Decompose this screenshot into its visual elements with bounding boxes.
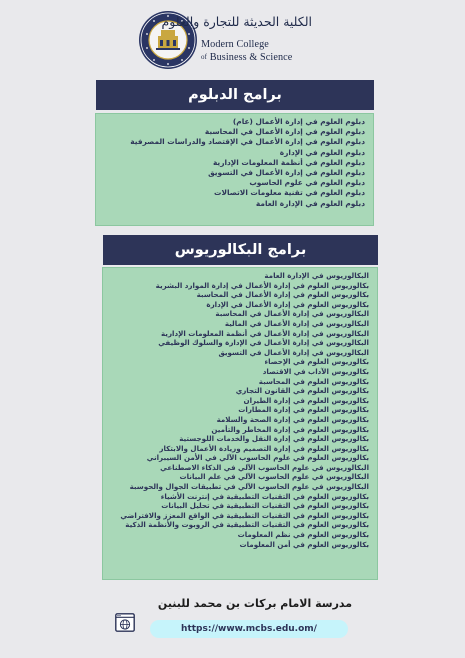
- list-item: بكالوريوس الآداب في الاقتصاد: [262, 366, 369, 376]
- college-header: [138, 10, 318, 70]
- list-item: بكالوريوس العلوم في إدارة الأعمال في المحاسبة: [196, 290, 369, 300]
- website-url-link[interactable]: https://www.mcbs.edu.om/: [150, 620, 348, 638]
- list-item: البكالوريوس في إدارة الأعمال في أنظمة المعلومات الإدارية: [161, 328, 369, 338]
- list-item: البكالوريوس في علوم الحاسوب الآلي في علم البيانات: [179, 472, 369, 482]
- list-item: دبلوم العلوم في تقنية معلومات الاتصالات: [214, 188, 365, 198]
- list-item: دبلوم العلوم في أنظمة المعلومات الإدارية: [212, 157, 365, 167]
- list-item: بكالوريوس العلوم في أمن المعلومات: [239, 539, 369, 549]
- list-item: بكالوريوس العلوم في إدارة الصحة والسلامة: [216, 414, 369, 424]
- college-name-line1: Modern College: [201, 39, 269, 50]
- list-item: البكالوريوس في إدارة الأعمال في التسويق: [218, 347, 369, 357]
- list-item: بكالوريوس العلوم في التقنيات التطبيقية في الواقع المعزز والافتراضي: [120, 510, 369, 520]
- bachelor-programs-title: برامج البكالوريوس: [103, 235, 378, 265]
- college-name-of: of: [201, 53, 208, 61]
- list-item: البكالوريوس في إدارة الأعمال في المالية: [224, 318, 369, 328]
- list-item: بكالوريوس العلوم في علوم الحاسوب الآلي في الأمن السيبراني: [146, 453, 369, 463]
- list-item: البكالوريوس في إدارة الأعمال في الإدارة والسلوك الوظيفي: [158, 338, 369, 348]
- list-item: البكالوريوس في علوم الحاسوب الآلي في الذكاء الاصطناعي: [160, 462, 369, 472]
- list-item: بكالوريوس العلوم في إدارة النقل والخدمات اللوجستية: [179, 434, 369, 444]
- school-name: مدرسة الامام بركات بن محمد للبنين: [157, 597, 353, 610]
- list-item: البكالوريوس في الإدارة العامة: [264, 271, 369, 280]
- list-item: بكالوريوس العلوم في إدارة الطيران: [243, 395, 369, 405]
- list-item: دبلوم العلوم في إدارة الأعمال (عام): [232, 117, 365, 126]
- list-item: دبلوم العلوم في الإدارة العامة: [255, 198, 365, 208]
- list-item: بكالوريوس العلوم في إدارة التصميم وريادة الأعمال والابتكار: [159, 443, 369, 453]
- diploma-programs-title: برامج الدبلوم: [96, 80, 374, 110]
- list-item: بكالوريوس العلوم في التقنيات التطبيقية في الروبوت والأنظمة الذكية: [125, 520, 369, 530]
- list-item: بكالوريوس العلوم في التقنيات التطبيقية في تحليل البيانات: [161, 501, 369, 511]
- list-item: بكالوريوس العلوم في المحاسبة: [258, 376, 369, 386]
- diploma-programs-list: [95, 113, 374, 226]
- list-item: بكالوريوس العلوم في نظم المعلومات: [237, 530, 369, 540]
- list-item: دبلوم العلوم في إدارة الأعمال في المحاسبة: [204, 127, 365, 137]
- list-item: دبلوم العلوم في الإدارة: [279, 147, 365, 157]
- college-arabic-name: الكلية الحديثة للتجارة والعلوم: [161, 14, 312, 29]
- list-item: بكالوريوس العلوم في التقنيات التطبيقية في إنترنت الأشياء: [160, 491, 369, 501]
- list-item: دبلوم العلوم في إدارة الأعمال في التسويق: [208, 168, 365, 178]
- bachelor-programs-list: [102, 267, 378, 580]
- list-item: البكالوريوس في إدارة الأعمال في المحاسبة: [215, 309, 369, 319]
- list-item: بكالوريوس العلوم في إدارة المخاطر والتأمين: [211, 424, 369, 434]
- list-item: بكالوريوس العلوم في القانون التجاري: [235, 386, 369, 396]
- list-item: بكالوريوس العلوم في الإحصاء: [264, 357, 369, 367]
- list-item: دبلوم العلوم في إدارة الأعمال في الإقتصاد والدراسات المصرفية: [130, 137, 365, 147]
- globe-browser-icon: [115, 613, 135, 632]
- list-item: بكالوريوس العلوم في إدارة الأعمال في إدارة الموارد البشرية: [155, 280, 369, 290]
- list-item: بكالوريوس العلوم في إدارة الأعمال في الإدارة: [206, 299, 369, 309]
- college-name-line2: Business & Science: [209, 52, 293, 63]
- list-item: دبلوم العلوم في علوم الحاسوب: [249, 178, 365, 188]
- college-english-name: [201, 39, 318, 64]
- list-item: البكالوريوس في علوم الحاسوب الآلي في تطبيقات الجوال والحوسبة: [129, 482, 369, 492]
- list-item: بكالوريوس العلوم في إدارة المطارات: [238, 405, 369, 415]
